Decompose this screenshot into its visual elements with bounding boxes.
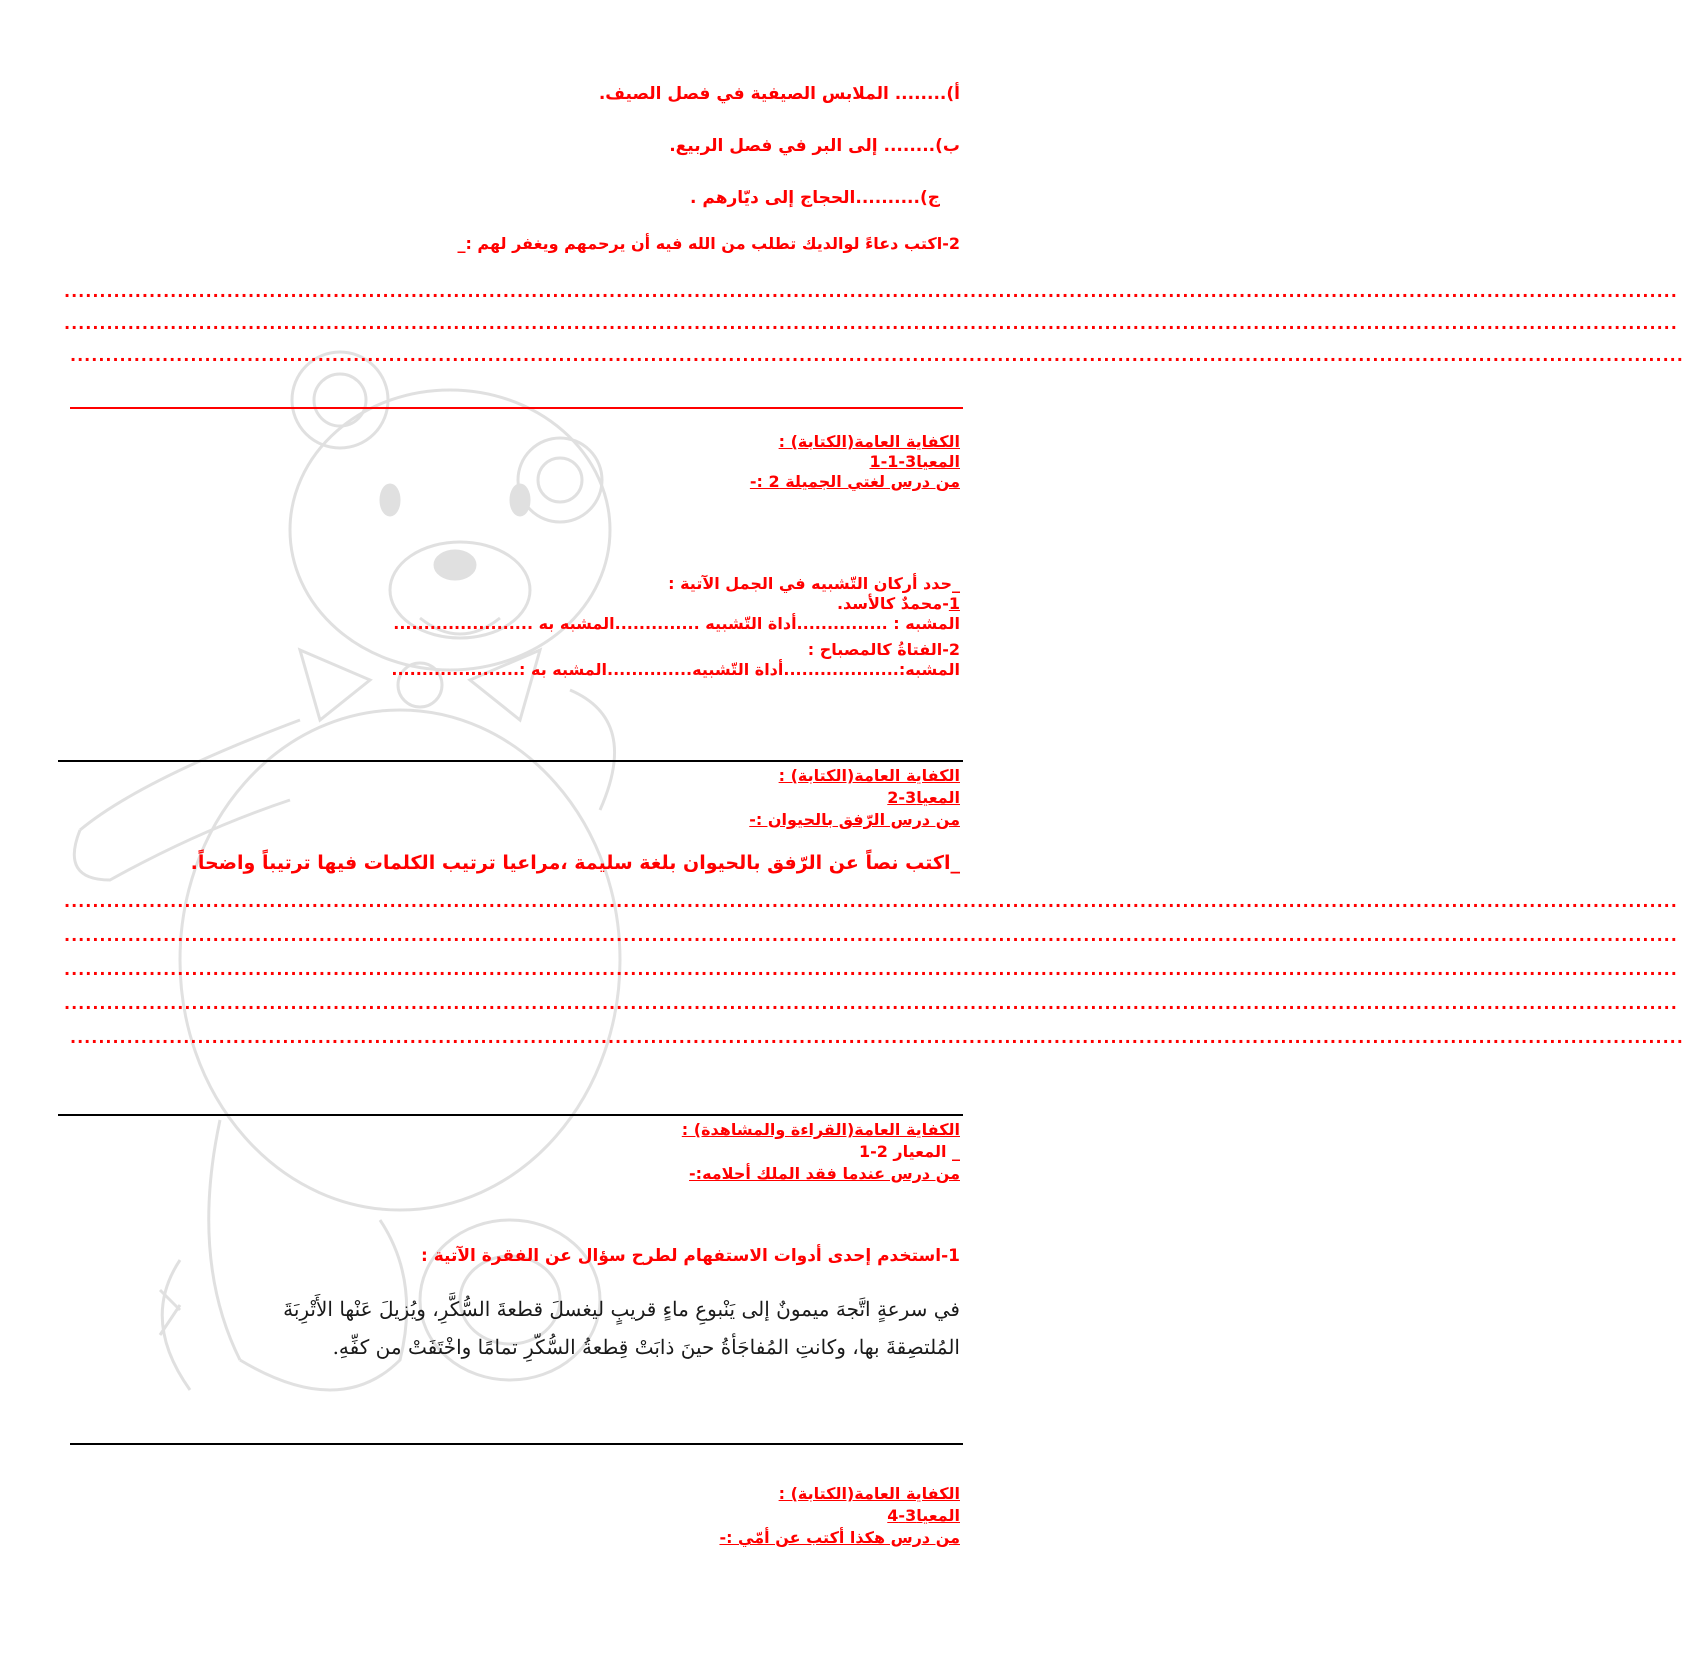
standard-label: المعيا3-1-1 — [869, 452, 960, 471]
item-2-fields: المشبه:...................أداة التّشبيه..............المشبه به :..................... — [391, 660, 960, 679]
section-divider — [70, 1443, 963, 1445]
answer-line[interactable]: .................................................................................................................................................................................................................................... — [64, 892, 1678, 911]
lesson-label: من درس لغتي الجميلة 2 :- — [749, 472, 960, 491]
lesson-label: من درس عندما فقد الملك أحلامه:- — [689, 1164, 960, 1183]
question-2-prayer: 2-اكتب دعاءً لوالديك تطلب من الله فيه أن يرحمهم ويغفر لهم :_ — [457, 234, 960, 253]
passage-line: في سرعةٍ اتَّجهَ ميمونٌ إلى يَنْبوعِ ماءٍ قريبٍ ليغسلَ قطعةَ السُّكَّرِ، ويُزيلَ عَنْها الأَتْرِبَةَ — [283, 1297, 960, 1321]
answer-line[interactable]: .................................................................................................................................................................................................................................... — [64, 960, 1678, 979]
fill-in-a: أ)........ الملابس الصيفية في فصل الصيف. — [598, 84, 960, 104]
passage-line: المُلتصِقةَ بها، وكانتِ المُفاجَأةُ حينَ ذابَتْ قِطعةُ السُّكّرِ تمامًا واخْتَفَتْ من كفِّهِ. — [332, 1335, 960, 1359]
fill-in-b: ب)........ إلى البر في فصل الربيع. — [669, 136, 960, 156]
answer-line[interactable]: .................................................................................................................................................................................................................................... — [64, 926, 1678, 945]
standard-label: المعيا3-4 — [887, 1506, 960, 1525]
answer-line[interactable]: .................................................................................................................................................................................................................................... — [70, 346, 1684, 365]
item-1-fields: المشبه : ...............أداة التّشبيه ..............المشبه به ....................... — [393, 614, 960, 633]
item-1 — [837, 594, 960, 613]
section-divider — [58, 1114, 963, 1116]
section-divider — [70, 407, 963, 409]
fill-in-c: ج)..........الحجاج إلى ديّارهم . — [690, 188, 940, 208]
answer-line[interactable]: .................................................................................................................................................................................................................................... — [64, 314, 1678, 333]
writing-instruction: _اكتب نصاً عن الرّفق بالحيوان بلغة سليمة ،مراعيا ترتيب الكلمات فيها ترتيباً واضحاً. — [190, 852, 960, 874]
competence-heading: الكفاية العامة(الكتابة) : — [778, 1484, 960, 1503]
standard-label: _ المعيار 2-1 — [858, 1142, 960, 1161]
answer-line[interactable]: .................................................................................................................................................................................................................................... — [64, 994, 1678, 1013]
section-divider — [58, 760, 963, 762]
competence-heading: الكفاية العامة(القراءة والمشاهدة) : — [681, 1120, 960, 1139]
item-2: 2-الفتاةُ كالمصباح : — [807, 640, 960, 659]
standard-label: المعيا3-2 — [887, 788, 960, 807]
item-1-number: 1 — [948, 594, 960, 613]
item-1-text: -محمدٌ كالأسد. — [836, 594, 949, 613]
lesson-label: من درس هكذا أكتب عن أمّي :- — [719, 1528, 960, 1547]
answer-line[interactable]: .................................................................................................................................................................................................................................... — [64, 282, 1678, 301]
answer-line[interactable]: .................................................................................................................................................................................................................................... — [70, 1028, 1684, 1047]
competence-heading: الكفاية العامة(الكتابة) : — [778, 766, 960, 785]
reading-passage — [65, 1290, 960, 1366]
lesson-label: من درس الرّفق بالحيوان :- — [749, 810, 960, 829]
competence-heading: الكفاية العامة(الكتابة) : — [778, 432, 960, 451]
question-text: 1-استخدم إحدى أدوات الاستفهام لطرح سؤال عن الفقرة الآتية : — [421, 1246, 960, 1266]
instruction-text: _حدد أركان التّشبيه في الجمل الآتية : — [668, 574, 960, 593]
